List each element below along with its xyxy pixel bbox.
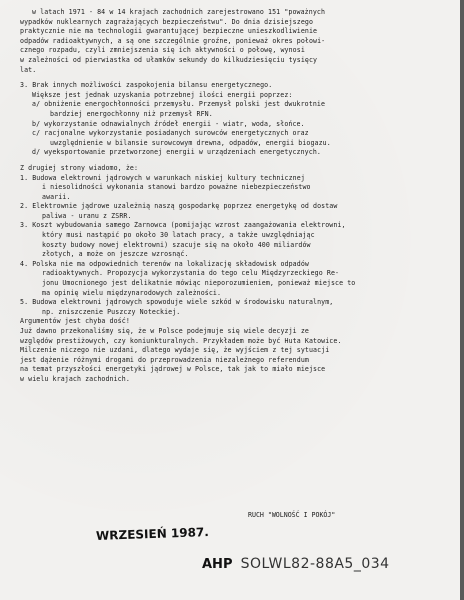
handwritten-date: WRZESIEŃ 1987. <box>95 525 210 543</box>
typewritten-text <box>20 8 448 385</box>
text-line: cznego rozpadu, czyli zmniejszenia się ich aktywności o połowę, wynosi <box>20 46 305 55</box>
text-line: w latach 1971 - 84 w 14 krajach zachodnich zarejestrowano 151 "poważnych <box>32 8 326 16</box>
list-item: 4. Polska nie ma odpowiednich terenów na lokalizację składowisk odpadów <box>20 259 309 268</box>
text-line: w wielu krajach zachodnich. <box>20 374 130 383</box>
section-heading: Z drugiej strony wiadomo, że: <box>20 163 139 172</box>
text-line: np. zniszczenie Puszczy Noteckiej. <box>42 307 181 316</box>
text-line: jest dążenie różnymi drogami do przeprowadzenia niezależnego referendum <box>20 355 309 364</box>
section-heading: 3. Brak innych możliwości zaspokojenia bilansu energetycznego. <box>20 81 273 90</box>
text-line: praktycznie nie ma technologii gwarantującej bezpieczne unieszkodliwienie <box>20 27 318 36</box>
list-item: 5. Budowa elektrowni jądrowych spowoduje wiele szkód w środowisku naturalnym, <box>20 298 334 307</box>
text-line: odpadów radioaktywnych, a są one szczególnie groźne, ponieważ okres połowi- <box>20 36 326 45</box>
list-item: c/ racjonalne wykorzystanie posiadanych surowców energetycznych oraz <box>32 129 309 138</box>
text-line: Argumentów jest chyba dość! <box>20 317 130 326</box>
text-line: ma opinię wielu międzynarodowych zależności. <box>42 288 222 297</box>
text-line: Milczenie niczego nie uzdani, dlatego wydaje się, że wyjściem z tej sytuacji <box>20 346 330 355</box>
list-item: a/ obniżenie energochłonności przemysłu. Przemysł polski jest dwukrotnie <box>32 100 326 109</box>
list-item: 2. Elektrownie jądrowe uzależnią naszą gospodarkę poprzez energetykę od dostaw <box>20 202 338 211</box>
text-line: bardziej energochłonny niż przemysł RFN. <box>50 109 213 118</box>
organization-signature: RUCH "WOLNOŚĆ I POKÓJ" <box>248 511 336 519</box>
list-item: 3. Koszt wybudowania samego Żarnowca (pomijając wzrost zaangażowania elektrowni, <box>20 221 346 230</box>
text-line: awarii. <box>42 192 71 201</box>
text-line: wypadków nuklearnych zagrażających bezpieczeństwu". Do dnia dzisiejszego <box>20 17 314 26</box>
list-item: b/ wykorzystanie odnawialnych źródeł energii - wiatr, woda, słońce. <box>32 119 305 128</box>
text-line: lat. <box>20 65 37 74</box>
text-line: Większe jest jednak uzyskania potrzebnej ilości energii poprzez: <box>32 90 293 99</box>
text-line: radioaktywnych. Propozycja wykorzystania do tego celu Międzyrzeckiego Re- <box>42 269 340 278</box>
page-edge-shadow <box>460 0 464 600</box>
text-line: względów prestiżowych, czy koniunkturalnych. Przykładem może być Huta Katowice. <box>20 336 342 345</box>
text-line: złotych, a może on jeszcze wzrosnąć. <box>42 250 189 259</box>
text-line: na temat przyszłości energetyki jądrowej w Polsce, tak jak to miało miejsce <box>20 365 326 374</box>
list-item: 1. Budowa elektrowni jądrowych w warunkach niskiej kultury technicznej <box>20 173 305 182</box>
archive-stamp <box>202 556 390 572</box>
text-line: i niesolidności wykonania stanowi bardzo poważne niebezpieczeństwo <box>42 183 311 192</box>
text-line: który musi nastąpić po około 30 latach pracy, a także uwzględniając <box>42 231 315 240</box>
archive-prefix: AHP <box>202 557 233 572</box>
text-line: w zależności od pierwiastka od ułamków sekundy do kilkudziesięciu tysięcy <box>20 55 318 64</box>
text-line: Już dawno przekonaliśmy się, że w Polsce podejmuje się wiele decyzji ze <box>20 327 309 335</box>
text-line: jonu Umocnionego jest delikatnie mówiąc nieporozumieniem, ponieważ miejsce to <box>42 279 356 288</box>
list-item: d/ wyeksportowanie przetworzonej energii w urządzeniach energetycznych. <box>32 148 321 157</box>
archive-code: SOLWL82-88A5_034 <box>240 556 390 572</box>
text-line: paliwa - uranu z ZSRR. <box>42 211 132 220</box>
text-line: koszty budowy nowej elektrowni) szacuje się na około 400 miliardów <box>42 240 311 249</box>
text-line: uwzględnienie w bilansie surowcowym drewna, odpadów, energii biogazu. <box>50 138 331 147</box>
